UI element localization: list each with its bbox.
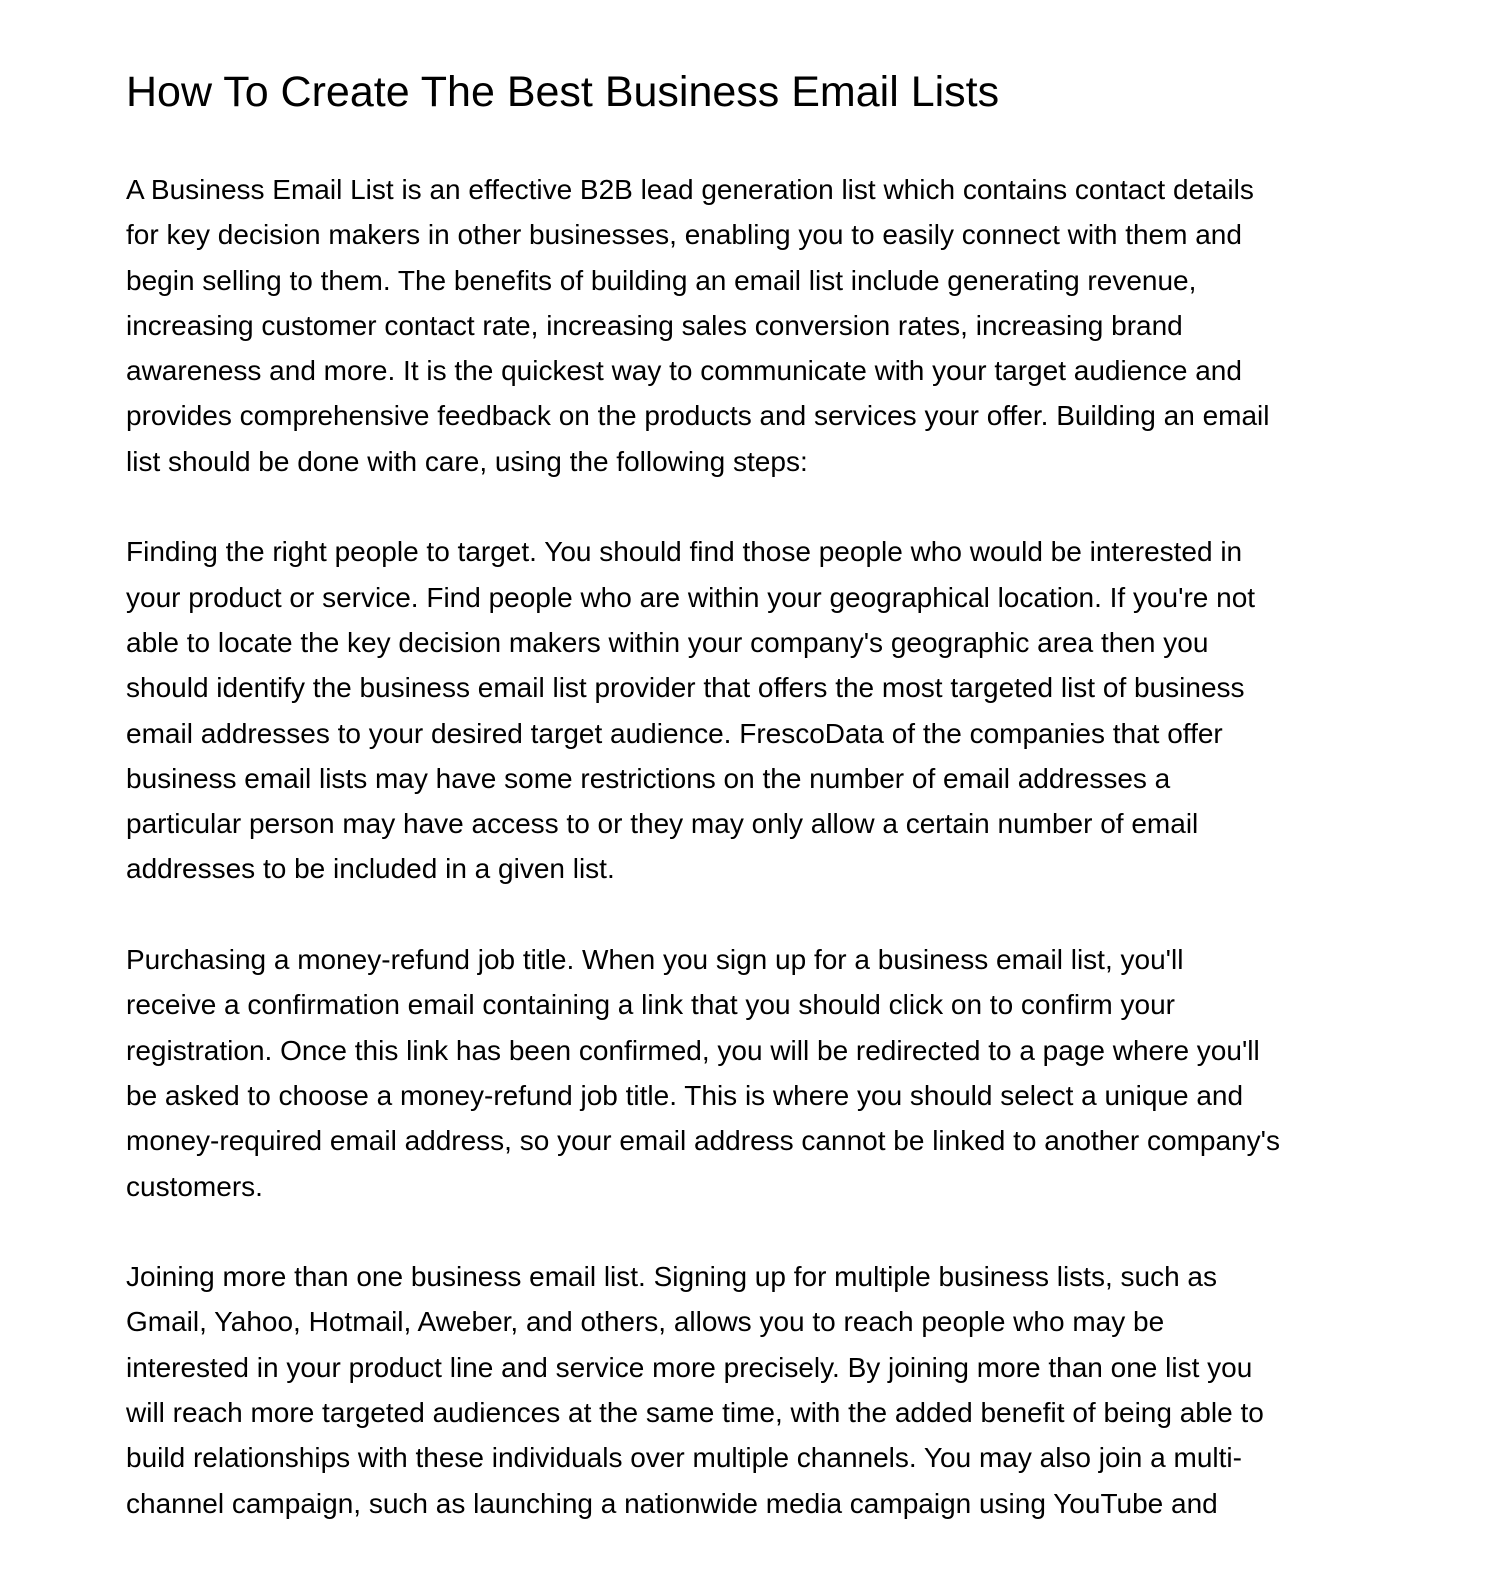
text-line: list should be done with care, using the following steps: (126, 445, 808, 477)
document-title: How To Create The Best Business Email Lists (126, 68, 1000, 116)
text-line: able to locate the key decision makers within your company's geographic area then you (126, 626, 1209, 658)
text-line: awareness and more. It is the quickest way to communicate with your target audience and (126, 355, 1242, 387)
text-line: channel campaign, such as launching a nationwide media campaign using YouTube and (126, 1487, 1218, 1519)
text-line: provides comprehensive feedback on the products and services your offer. Building an email (126, 400, 1270, 432)
paragraph-finding-right-people (126, 529, 1426, 891)
text-line: A Business Email List is an effective B2B lead generation list which contains contact details (126, 174, 1254, 205)
document-body (126, 167, 1426, 1571)
text-line: money-required email address, so your email address cannot be linked to another company's (126, 1125, 1280, 1157)
text-line: interested in your product line and service more precisely. By joining more than one list you (126, 1351, 1253, 1383)
text-line: for key decision makers in other businesses, enabling you to easily connect with them and (126, 219, 1242, 251)
text-line: Finding the right people to target. You should find those people who would be interested in (126, 536, 1243, 568)
text-line: email addresses to your desired target audience. FrescoData of the companies that offer (126, 717, 1223, 749)
text-line: begin selling to them. The benefits of building an email list include generating revenue, (126, 264, 1197, 296)
text-line: Purchasing a money-refund job title. When you sign up for a business email list, you'll (126, 944, 1184, 976)
text-line: particular person may have access to or they may only allow a certain number of email (126, 808, 1199, 840)
text-line: Gmail, Yahoo, Hotmail, Aweber, and others, allows you to reach people who may be (126, 1306, 1165, 1338)
text-line: your product or service. Find people who are within your geographical location. If you're not (126, 581, 1256, 613)
text-line: Joining more than one business email list. Signing up for multiple business lists, such as (126, 1261, 1218, 1293)
text-line: receive a confirmation email containing a link that you should click on to confirm your (126, 989, 1175, 1021)
paragraph-intro (126, 167, 1426, 484)
text-line: registration. Once this link has been confirmed, you will be redirected to a page where you'll (126, 1034, 1260, 1066)
text-line: increasing customer contact rate, increasing sales conversion rates, increasing brand (126, 309, 1183, 341)
text-line: will reach more targeted audiences at the same time, with the added benefit of being able to (126, 1397, 1264, 1429)
text-line: addresses to be included in a given list. (126, 853, 615, 885)
text-line: customers. (126, 1170, 263, 1202)
text-line: business email lists may have some restrictions on the number of email addresses a (126, 762, 1171, 794)
text-line: build relationships with these individuals over multiple channels. You may also join a multi- (126, 1442, 1242, 1474)
paragraph-joining-multiple-lists (126, 1254, 1426, 1526)
text-line: should identify the business email list provider that offers the most targeted list of business (126, 672, 1245, 704)
paragraph-purchasing-job-title (126, 937, 1426, 1209)
text-line: be asked to choose a money-refund job title. This is where you should select a unique and (126, 1079, 1244, 1111)
